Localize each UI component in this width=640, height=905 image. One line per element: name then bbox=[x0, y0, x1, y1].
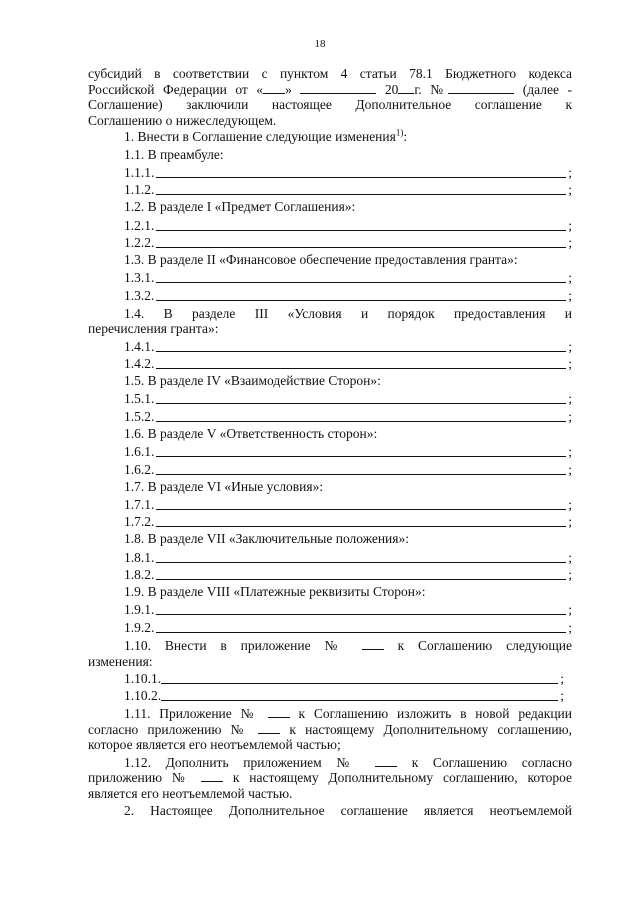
section-1-5 bbox=[88, 372, 572, 425]
fill-line bbox=[156, 456, 566, 457]
change-line: 1.5.1. ; bbox=[124, 391, 572, 407]
fill-line bbox=[156, 474, 566, 475]
annex-number-blank bbox=[375, 755, 397, 767]
section-heading: 1.9. В разделе VIII «Платежные реквизиты Сторон»: bbox=[124, 584, 426, 600]
section-heading: 1.5. В разделе IV «Взаимодействие Сторон»: bbox=[124, 373, 381, 389]
intro-line-2: Российской Федерации от « » 20 г. № (далее - bbox=[88, 81, 573, 97]
section-1-11 bbox=[88, 706, 572, 753]
fill-line bbox=[156, 194, 566, 195]
fill-line bbox=[156, 421, 566, 422]
section-1-6 bbox=[88, 425, 572, 478]
change-line: 1.4.1. ; bbox=[124, 338, 572, 354]
section-heading-cont: перечисления гранта»: bbox=[88, 321, 219, 337]
change-line: 1.9.2. ; bbox=[124, 620, 572, 636]
change-line: 1.2.1. ; bbox=[124, 217, 572, 233]
fill-line bbox=[156, 351, 566, 352]
paragraph-line: согласно приложению № к настоящему Дополнительному соглашению, bbox=[88, 721, 573, 737]
section-1-4 bbox=[88, 306, 572, 372]
annex-number-blank bbox=[201, 770, 223, 782]
section-heading: 1.6. В разделе V «Ответственность сторон»: bbox=[124, 425, 378, 441]
section-1-10 bbox=[88, 638, 572, 704]
change-line: 1.7.1. ; bbox=[124, 496, 572, 512]
item-2-paragraph: 2. Настоящее Дополнительное соглашение является неотъемлемой bbox=[124, 803, 572, 819]
intro-line-1: субсидий в соответствии с пунктом 4 статьи 78.1 Бюджетного кодекса bbox=[88, 66, 572, 81]
fill-line bbox=[156, 526, 566, 527]
fill-line bbox=[156, 509, 566, 510]
month-blank bbox=[300, 82, 376, 94]
fill-line bbox=[156, 403, 566, 404]
section-heading: 1.8. В разделе VII «Заключительные положения»: bbox=[124, 531, 409, 547]
fill-line bbox=[156, 562, 566, 563]
change-line: 1.8.1. ; bbox=[124, 549, 572, 565]
change-line: 1.3.2. ; bbox=[124, 287, 572, 303]
intro-paragraph bbox=[88, 66, 572, 128]
fill-line bbox=[156, 282, 566, 283]
intro-line-4: Соглашению о нижеследующем. bbox=[88, 112, 277, 128]
section-1-7 bbox=[88, 478, 572, 531]
section-heading: 1.3. В разделе II «Финансовое обеспечение предоставления гранта»: bbox=[124, 252, 518, 268]
fill-line bbox=[161, 683, 558, 684]
fill-line bbox=[156, 177, 566, 178]
page-number: 18 bbox=[314, 38, 326, 50]
change-line: 1.6.1. ; bbox=[124, 444, 572, 460]
change-line: 1.1.2. ; bbox=[124, 182, 572, 198]
section-heading: 1.10. Внести в приложение № к Соглашению следующие bbox=[124, 638, 572, 654]
fill-line bbox=[156, 247, 566, 248]
annex-number-blank bbox=[258, 722, 280, 734]
section-heading: 1.7. В разделе VI «Иные условия»: bbox=[124, 478, 324, 494]
fill-line bbox=[156, 368, 566, 369]
change-line: 1.3.1. ; bbox=[124, 270, 572, 286]
section-heading: 1.2. В разделе I «Предмет Соглашения»: bbox=[124, 199, 356, 215]
intro-line-3: Соглашение) заключили настоящее Дополнительное соглашение к bbox=[88, 97, 572, 112]
paragraph-line: 1.12. Дополнить приложением № к Соглашению согласно bbox=[124, 754, 573, 770]
change-line: 1.4.2. ; bbox=[124, 356, 572, 372]
change-line: 1.5.2. ; bbox=[124, 408, 572, 424]
section-1-3 bbox=[88, 251, 572, 304]
year-blank bbox=[398, 82, 414, 94]
annex-number-blank bbox=[268, 706, 290, 718]
change-line: 1.10.1. ; bbox=[124, 670, 564, 686]
fill-line bbox=[156, 230, 566, 231]
change-line: 1.6.2. ; bbox=[124, 461, 572, 477]
fill-line bbox=[161, 700, 558, 701]
change-line: 1.1.1. ; bbox=[124, 164, 572, 180]
section-1-1 bbox=[88, 146, 572, 199]
section-1-8 bbox=[88, 530, 572, 583]
paragraph-line: которое является его неотъемлемой частью; bbox=[88, 737, 341, 753]
section-heading-cont: изменения: bbox=[88, 653, 153, 669]
document-body bbox=[88, 66, 572, 819]
item-1-heading: 1. Внести в Соглашение следующие изменения$^{1)}$: bbox=[124, 127, 408, 144]
footnote-marker: 1) bbox=[395, 127, 404, 138]
change-line: 1.7.2. ; bbox=[124, 514, 572, 530]
fill-line bbox=[156, 579, 566, 580]
fill-line bbox=[156, 300, 566, 301]
day-blank bbox=[263, 82, 285, 94]
change-line: 1.9.1. ; bbox=[124, 602, 572, 618]
paragraph-line: является его неотъемлемой частью. bbox=[88, 785, 293, 801]
number-blank bbox=[448, 82, 514, 94]
paragraph-line: 1.11. Приложение № к Соглашению изложить в новой редакции bbox=[124, 706, 572, 722]
section-heading: 1.4. В разделе III «Условия и порядок предоставления и bbox=[124, 305, 572, 321]
change-line: 1.8.2. ; bbox=[124, 567, 572, 583]
annex-number-blank bbox=[362, 638, 384, 650]
change-line: 1.10.2. ; bbox=[124, 688, 564, 704]
section-1-9 bbox=[88, 583, 572, 636]
section-1-12 bbox=[88, 755, 572, 802]
paragraph-line: приложению № к настоящему Дополнительному соглашению, которое bbox=[88, 770, 573, 786]
change-line: 1.2.2. ; bbox=[124, 235, 572, 251]
section-1-2 bbox=[88, 198, 572, 251]
fill-line bbox=[156, 632, 566, 633]
fill-line bbox=[156, 614, 566, 615]
section-heading: 1.1. В преамбуле: bbox=[124, 146, 224, 162]
